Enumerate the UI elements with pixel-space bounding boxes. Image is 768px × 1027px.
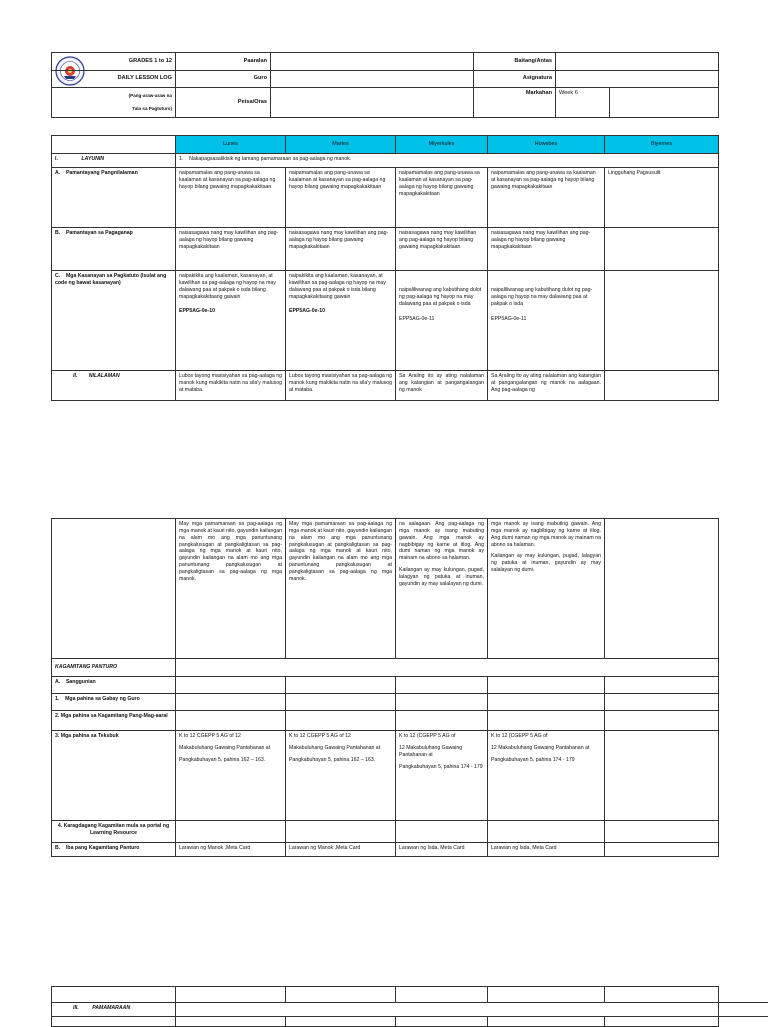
karagdagang-miyerkules [396, 821, 488, 843]
pamamaraan-label [52, 1003, 176, 1017]
baitang-value[interactable] [556, 53, 719, 71]
teksbuk-lunes-1: K to 12 CGEPP 5 AG of 12 [179, 733, 282, 740]
page3-blank-miyerkules [396, 987, 488, 1003]
page3-blank-biyernes [605, 987, 719, 1003]
pamamaraan-num: III. [73, 1005, 79, 1011]
teksbuk-lunes-2: Makabuluhang Gawaing Pantahanan at [179, 745, 282, 752]
dll-label: DAILY LESSON LOG [52, 71, 176, 88]
iba-lunes: Larawan ng Manok ,Meta Card [176, 843, 286, 857]
teksbuk-miyerkules [396, 731, 488, 821]
cont-biyernes [605, 519, 719, 659]
mag-aaral-lunes [176, 711, 286, 731]
cont-martes-p1: May mga pamamaraan sa pag-aalaga ng mga manok at kauri nito, gayundin kailangan na alam mo ang mga panuntunang pangkalusugan at pangkaligtasan sa pag-aalaga ng mga manok at kauri nito, gayundin kailangan na alam mo ang mga panuntunang pangkalusugan at pangkaligtasan sa pag-aalaga ng mga manok. [289, 521, 392, 583]
day-header-miyerkules: Miyerkules [396, 136, 488, 154]
kagamitang-panturo-value [176, 659, 719, 677]
page3-next-lunes [176, 1017, 286, 1027]
cont-lunes-p1: May mga pamamaraan sa pag-aalaga ng mga manok at kauri nito, gayundin kailangan na alam mo ang mga panuntunang pangkalusugan at pangkaligtasan sa pag-aalaga ng mga manok at kauri nito, gayundin kailangan na alam mo ang mga panuntunang pangkalusugan at pangkaligtasan sa pag-aalaga ng mga manok. [179, 521, 282, 583]
pangnilalaman-lunes: naipamamalas ang pang-unawa sa kaalaman at kasanayan sa pag-aalaga ng hayop bilang gawaing mapagkakakitaan [176, 168, 286, 228]
kasanayan-huwebes-text: naipaliliwanag ang kabutihang dulot ng pag-aalaga ng hayop na may dalawang paa at pakpak o isda [491, 287, 601, 308]
gabay-martes [286, 694, 396, 711]
nilalaman-huwebes: Sa Araling ito ay ating nalalaman ang katangian at pangangalangan ng manok na aalagaan. Ang pag-aalaga ng [488, 371, 605, 401]
kagamitang-mag-aaral-label: 2. Mga pahina sa Kagamitang Pang-Mag-aaral [52, 711, 176, 731]
page3-next-huwebes [488, 1017, 605, 1027]
asignatura-value[interactable] [556, 71, 719, 88]
kasanayan-miyerkules-code: EPP5AG-0e-11 [399, 316, 484, 323]
teksbuk-huwebes-1: K to 12 (CGEPP 5 AG of [491, 733, 601, 740]
teksbuk-miyerkules-3: Pangkabuhayan 5, pahina 174 - 179 [399, 764, 484, 771]
layunin-text: 1. Nakapagsasalikisik ng tamang pamamaraan sa pag-aalaga ng manok. [176, 154, 719, 168]
lesson-table-page3 [51, 986, 768, 1027]
karagdagang-martes [286, 821, 396, 843]
baitang-label: Baitang/Antas [474, 53, 556, 71]
karagdagang-lunes [176, 821, 286, 843]
iba-huwebes: Larawan ng Isda, Meta Card [488, 843, 605, 857]
pangnilalaman-biyernes: Lingguhang Pagsusulit [605, 168, 719, 228]
cont-huwebes-p2: Kailangan ay may kulungan, pugad, lalagyan ng patuka at inuman, gayundin ay may salalayan ng dumi. [491, 553, 601, 574]
page3-edge [719, 987, 768, 1003]
kasanayan-miyerkules [396, 271, 488, 371]
kasanayan-lunes-code: EPP5AG-0e-10 [179, 308, 282, 315]
kasanayan-martes [286, 271, 396, 371]
subtitle-line-1: (Pang-araw-araw na [55, 93, 172, 99]
pamamaraan-value [176, 1003, 719, 1017]
sanggunian-lunes [176, 677, 286, 694]
paaralan-value[interactable] [271, 53, 474, 71]
pamamaraan-title: PAMAMARAAN [92, 1005, 130, 1011]
kasanayan-miyerkules-text: naipaliliwanag ang kabutihang dulot ng pag-aalaga ng hayop na may dalawang paa at pakpak o isda [399, 287, 484, 308]
nilalaman-miyerkules: Sa Araling ito ay ating nalalaman ang katangian at pangangalangan ng manok [396, 371, 488, 401]
teksbuk-label: 3. Mga pahina sa Teksbuk [52, 731, 176, 821]
mag-aaral-miyerkules [396, 711, 488, 731]
pagaganap-martes: naisasagawa nang may kawilihan ang pag-aalaga ng hayop bilang gawaing mapagkakakitaan [286, 228, 396, 271]
teksbuk-huwebes [488, 731, 605, 821]
teksbuk-lunes [176, 731, 286, 821]
page3-blank-martes [286, 987, 396, 1003]
continuation-label-cell [52, 519, 176, 659]
day-header-huwebes: Huwebes [488, 136, 605, 154]
karagdagang-huwebes [488, 821, 605, 843]
cont-martes [286, 519, 396, 659]
nilalaman-title: NILALAMAN [89, 373, 120, 379]
petsa-value[interactable] [271, 88, 474, 118]
cont-miyerkules-p1: na aalagaan. Ang pag-aalaga ng mga manok ay isang mabuting gawain. Ang mga manok ay nagbibigay ng karne at itlog. Ang dumi naman ng mga manok ay mainam na abono sa halaman. [399, 521, 484, 562]
pagaganap-miyerkules: naisasagawa nang may kawilihan ang pag-aalaga ng hayop bilang gawaing mapagkakakitaan [396, 228, 488, 271]
gabay-miyerkules [396, 694, 488, 711]
teksbuk-martes-1: K to 12 CGEPP 5 AG of 12 [289, 733, 392, 740]
nilalaman-num: II. [73, 373, 77, 379]
nilalaman-biyernes [605, 371, 719, 401]
mag-aaral-martes [286, 711, 396, 731]
markahan-label: Markahan [474, 88, 556, 118]
day-header-lunes: Lunes [176, 136, 286, 154]
kasanayan-label: C. Mga Kasanayan sa Pagkatuto (Isulat ang code ng bawat kasanayan) [52, 271, 176, 371]
lesson-table-page1 [51, 135, 719, 401]
iba-biyernes [605, 843, 719, 857]
kasanayan-lunes-text: naipakikita ang kaalaman, kasanayan, at kawilihan sa pag-aalaga ng hayop na may dalawang paa at pakpak o isda bilang mapagkakakitaang gawain [179, 273, 282, 300]
day-header-biyernes: Biyernes [605, 136, 719, 154]
gabay-lunes [176, 694, 286, 711]
blank-header-cell [52, 136, 176, 154]
page3-edge-2 [719, 1003, 768, 1017]
cont-huwebes-p1: mga manok ay isang mabuting gawain. Ang mga manok ay nagbibigay ng karne at itlog. Ang dumi naman ng mga manok ay mainam na abono sa halaman. [491, 521, 601, 548]
petsa-label: Petsa/Oras [176, 88, 271, 118]
mag-aaral-biyernes [605, 711, 719, 731]
cont-lunes [176, 519, 286, 659]
pagaganap-biyernes [605, 228, 719, 271]
kasanayan-huwebes-code: EPP5AG-0e-11 [491, 316, 601, 323]
gabay-huwebes [488, 694, 605, 711]
layunin-label [52, 154, 176, 168]
guro-label: Guro [176, 71, 271, 88]
page3-blank-huwebes [488, 987, 605, 1003]
pagaganap-lunes: naisasagawa nang may kawilihan ang pag-aalaga ng hayop bilang gawaing mapagkakakitaan [176, 228, 286, 271]
subtitle [52, 88, 176, 118]
pamantayan-pagaganap-label: B. Pamantayan sa Pagaganap [52, 228, 176, 271]
teksbuk-miyerkules-1: K to 12 (CGEPP 5 AG of [399, 733, 484, 740]
guro-value[interactable] [271, 71, 474, 88]
teksbuk-biyernes [605, 731, 719, 821]
lesson-table-page2 [51, 518, 719, 857]
pangnilalaman-miyerkules: naipamamalas ang pang-unawa sa kaalaman at kasanayan sa pag-aalaga ng hayop bilang gawaing mapagkakakitaan [396, 168, 488, 228]
iba-miyerkules: Larawan ng Isda, Meta Card [396, 843, 488, 857]
sanggunian-miyerkules [396, 677, 488, 694]
sanggunian-label: A. Sanggunian [52, 677, 176, 694]
kasanayan-martes-code: EPP5AG-0e-10 [289, 308, 392, 315]
page3-edge-3 [719, 1017, 768, 1027]
gabay-label: 1. Mga pahina sa Gabay ng Guro [52, 694, 176, 711]
teksbuk-martes-3: Pangkabuhayan 5, pahina 162 – 163. [289, 757, 392, 764]
nilalaman-martes: Lubos tayong masisiyahan sa pag-aalaga ng manok kung makikita natin na sila'y malusog at mataba. [286, 371, 396, 401]
sanggunian-martes [286, 677, 396, 694]
teksbuk-martes-2: Makabuluhang Gawaing Pantahanan at [289, 745, 392, 752]
teksbuk-lunes-3: Pangkabuhayan 5, pahina 162 – 163. [179, 757, 282, 764]
page3-next-miyerkules [396, 1017, 488, 1027]
kasanayan-martes-text: naipakikita ang kaalaman, kasanayan, at kawilihan sa pag-aalaga ng hayop na may dalawang paa at pakpak o isda bilang mapagkakakitaang gawain [289, 273, 392, 300]
page3-next-biyernes [605, 1017, 719, 1027]
nilalaman-lunes: Lubos tayong masisiyahan sa pag-aalaga ng manok kung makikita natin na sila'y malusog at mataba. [176, 371, 286, 401]
page3-next-label [52, 1017, 176, 1027]
gabay-biyernes [605, 694, 719, 711]
asignatura-label: Asignatura [474, 71, 556, 88]
week-value: Week 6 [556, 88, 610, 118]
kagamitang-panturo-label: KAGAMITANG PANTURO [52, 659, 176, 677]
pangnilalaman-martes: naipamamalas ang pang-unawa sa kaalaman at kasanayan sa pag-aalaga ng hayop bilang gawaing mapagkakakitaan [286, 168, 396, 228]
pamantayang-pangnilalaman-label: A. Pamantayang Pangnilalaman [52, 168, 176, 228]
layunin-num: I. [55, 156, 58, 162]
paaralan-label: Paaralan [176, 53, 271, 71]
cont-huwebes [488, 519, 605, 659]
mag-aaral-huwebes [488, 711, 605, 731]
nilalaman-label [52, 371, 176, 401]
teksbuk-miyerkules-2: 12 Makabuluhang Gawaing Pantahanan at [399, 745, 484, 759]
kasanayan-huwebes [488, 271, 605, 371]
cont-miyerkules [396, 519, 488, 659]
subtitle-line-2: Tala sa Pagtuturo) [55, 106, 172, 112]
day-header-martes: Martes [286, 136, 396, 154]
sanggunian-huwebes [488, 677, 605, 694]
kasanayan-biyernes [605, 271, 719, 371]
karagdagang-label: 4. Karagdagang Kagamitan mula sa portal ng Learning Resource [52, 821, 176, 843]
page3-blank-label [52, 987, 176, 1003]
karagdagang-biyernes [605, 821, 719, 843]
grades-label: GRADES 1 to 12 [52, 53, 176, 71]
iba-martes: Larawan ng Manok ,Meta Card [286, 843, 396, 857]
page3-blank-lunes [176, 987, 286, 1003]
teksbuk-huwebes-3: Pangkabuhayan 5, pahina 174 - 179 [491, 757, 601, 764]
pagaganap-huwebes: naisasagawa nang may kawilihan ang pag-aalaga ng hayop bilang gawaing mapagkakakitaan [488, 228, 605, 271]
layunin-title: LAYUNIN [81, 156, 104, 162]
iba-pang-kagamitan-label: B. Iba pang Kagamitang Panturo [52, 843, 176, 857]
cont-miyerkules-p2: Kailangan ay may kulungan, pugad, lalagyan ng patuka at inuman, gayundin ay may salalayan ng dumi. [399, 567, 484, 588]
pangnilalaman-huwebes: naipamamalas ang pang-unawa sa kaalaman at kasanayan sa pag-aalaga ng hayop bilang gawaing mapagkakakitaan [488, 168, 605, 228]
header-table [51, 52, 719, 118]
teksbuk-huwebes-2: 12 Makabuluhang Gawaing Pantahanan at [491, 745, 601, 752]
teksbuk-martes [286, 731, 396, 821]
kasanayan-lunes [176, 271, 286, 371]
sanggunian-biyernes [605, 677, 719, 694]
page3-next-martes [286, 1017, 396, 1027]
markahan-extra[interactable] [610, 88, 719, 118]
